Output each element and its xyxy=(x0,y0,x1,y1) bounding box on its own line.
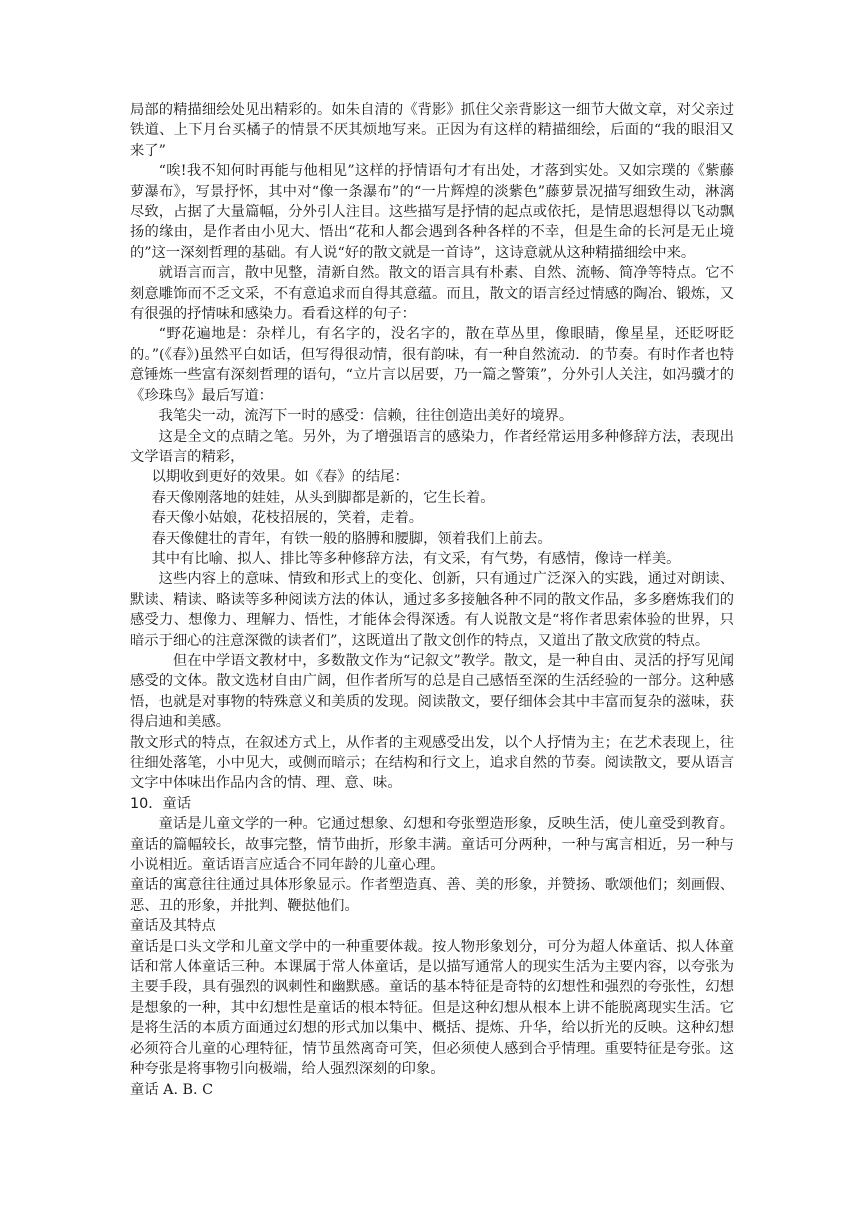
paragraph-1: 局部的精描细绘处见出精彩的。如朱自清的《背影》抓住父亲背影这一细节大做文章，对父亲过铁道、上下月台买橘子的情景不厌其烦地写来。正因为有这样的精描细绘，后面的“我的眼泪又来了” xyxy=(130,102,734,159)
document-body xyxy=(130,100,734,1100)
subheading-fairy-tale-features: 童话及其特点 xyxy=(130,918,216,935)
paragraph-12: 童话是儿童文学的一种。它通过想象、幻想和夸张塑造形象，反映生活，使儿童受到教育。童话的篇幅较长，故事完整，情节曲折，形象丰满。童话可分两种，一种与寓言相近，另一种与小说相近。童话语言应适合不同年龄的儿童心理。 xyxy=(130,816,734,874)
quote-line-3: 春天像健壮的青年，有铁一般的胳膊和腰脚，领着我们上前去。 xyxy=(151,530,552,547)
quote-line-1: 春天像刚落地的娃娃，从头到脚都是新的，它生长着。 xyxy=(151,489,495,506)
paragraph-10: 但在中学语文教材中，多数散文作为“记叙文”教学。散文，是一种自由、灵活的抒写见闻感受的文体。散文选材自由广阔，但作者所写的总是自己感悟至深的生活经验的一部分。这种感悟，也就是对事物的特殊意义和美质的发现。阅读散文，要仔细体会其中丰富而复杂的滋味，获得启迪和美感。 xyxy=(130,652,734,731)
paragraph-8: 其中有比喻、拟人、排比等多种修辞方法，有文采，有气势，有感情，像诗一样美。 xyxy=(151,550,681,567)
paragraph-13: 童话的寓意往往通过具体形象显示。作者塑造真、善、美的形象，并赞扬、歌颂他们；刻画假、恶、丑的形象，并批判、鞭挞他们。 xyxy=(130,877,734,914)
paragraph-7: 以期收到更好的效果。如《春》的结尾： xyxy=(151,469,409,486)
paragraph-5: 我笔尖一动，流泻下一时的感受：信赖，往往创造出美好的境界。 xyxy=(158,408,574,425)
paragraph-9: 这些内容上的意味、情致和形式上的变化、创新，只有通过广泛深入的实践，通过对朗读、默读、精读、略读等多种阅读方法的体认，通过多多接触各种不同的散文作品，多多磨炼我们的感受力、想像力、理解力、悟性，才能体会得深透。有人说散文是“将作者思索体验的世界，只暗示于细心的注意深微的读者们”，这既道出了散文创作的特点，又道出了散文欣赏的特点。 xyxy=(130,571,734,649)
section-heading-fairy-tale: 10．童话 xyxy=(130,795,192,812)
quote-line-2: 春天像小姑娘，花枝招展的，笑着，走着。 xyxy=(151,510,424,527)
paragraph-11: 散文形式的特点，在叙述方式上，从作者的主观感受出发，以个人抒情为主；在艺术表现上，往往细处落笔，小中见大，或侧而暗示；在结构和行文上，追求自然的节奏。阅读散文，要从语言文字中体味出作品内含的情、理、意、味。 xyxy=(130,734,734,792)
paragraph-2: “唉!我不知何时再能与他相见”这样的抒情语句才有出处，才落到实处。又如宗璞的《紫藤萝瀑布》，写景抒怀，其中对“像一条瀑布”的“一片辉煌的淡紫色”藤萝景况描写细致生动，淋漓尽致，占据了大量篇幅，分外引人注目。这些描写是抒情的起点或依托，是情思遐想得以飞动飘扬的缘由，是作者由小见大、悟出“花和人都会遇到各种各样的不幸，但是生命的长河是无止境的”这一深刻哲理的基础。有人说“好的散文就是一首诗”，这诗意就从这种精描细绘中来。 xyxy=(130,163,734,261)
paragraph-3: 就语言而言，散中见整，清新自然。散文的语言具有朴素、自然、流畅、简净等特点。它不刻意雕饰而不乏文采，不有意追求而自得其意蕴。而且，散文的语言经过情感的陶冶、锻炼，又有很强的抒情味和感染力。看看这样的句子： xyxy=(130,265,734,323)
subheading-fairy-tale-abc: 童话 A. B. C xyxy=(130,1081,214,1098)
paragraph-6: 这是全文的点睛之笔。另外，为了增强语言的感染力，作者经常运用多种修辞方法，表现出文学语言的精彩， xyxy=(130,428,734,465)
paragraph-4: “野花遍地是：杂样儿，有名字的，没名字的，散在草丛里，像眼睛，像星星，还眨呀眨的。”(《春》)虽然平白如话，但写得很动情，很有韵味，有一种自然流动．的节奏。有时作者也特意锤炼一些富有深刻哲理的语句，“立片言以居要，乃一篇之警策”，分外引人关注，如冯骥才的《珍珠鸟》最后写道： xyxy=(130,326,734,404)
paragraph-14: 童话是口头文学和儿童文学中的一种重要体裁。按人物形象划分，可分为超人体童话、拟人体童话和常人体童话三种。本课属于常人体童话，是以描写通常人的现实生活为主要内容，以夸张为主要手段，具有强烈的讽刺性和幽默感。童话的基本特征是奇特的幻想性和强烈的夸张性，幻想是想象的一种，其中幻想性是童话的根本特征。但是这种幻想从根本上讲不能脱离现实生活。它是将生活的本质方面通过幻想的形式加以集中、概括、提炼、升华，给以折光的反映。这种幻想必须符合儿童的心理特征，情节虽然离奇可笑，但必须使人感到合乎情理。重要特征是夸张。这种夸张是将事物引向极端，给人强烈深刻的印象。 xyxy=(130,938,734,1078)
